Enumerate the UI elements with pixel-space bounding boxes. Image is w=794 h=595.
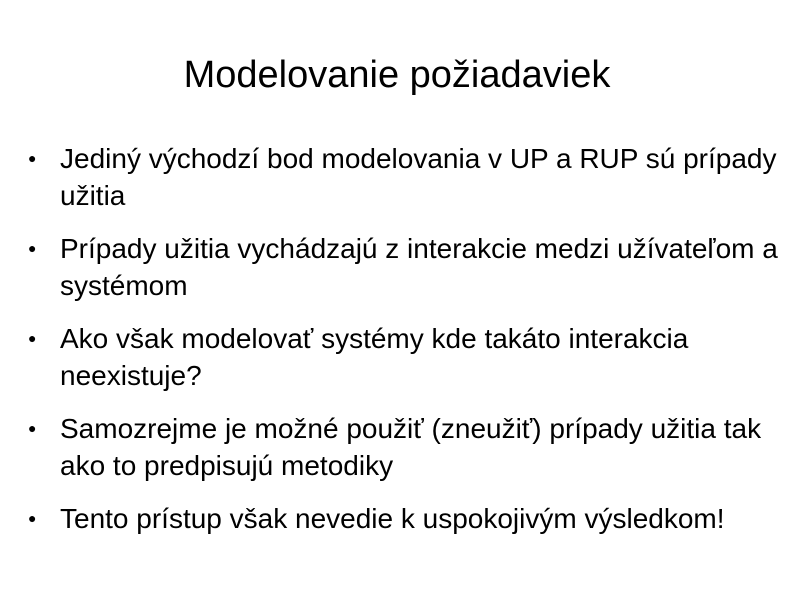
- bullet-icon: ●: [28, 240, 37, 256]
- bullet-icon: ●: [28, 150, 37, 166]
- bullet-item: [28, 500, 788, 537]
- bullet-item: [28, 410, 788, 484]
- bullet-text: Samozrejme je možné použiť (zneužiť) prípady užitia tak ako to predpisujú metodiky: [60, 413, 762, 481]
- bullet-item: [28, 230, 788, 304]
- bullet-icon: ●: [28, 510, 37, 526]
- bullet-list: [28, 140, 788, 553]
- bullet-text: Jediný východzí bod modelovania v UP a RUP sú prípady užitia: [60, 143, 777, 211]
- bullet-item: [28, 320, 788, 394]
- bullet-text: Ako však modelovať systémy kde takáto interakcia neexistuje?: [60, 323, 689, 391]
- bullet-icon: ●: [28, 420, 37, 436]
- slide-title: Modelovanie požiadaviek: [183, 54, 611, 96]
- bullet-text: Tento prístup však nevedie k uspokojivým výsledkom!: [60, 503, 725, 534]
- bullet-icon: ●: [28, 330, 37, 346]
- bullet-text: Prípady užitia vychádzajú z interakcie medzi užívateľom a systémom: [60, 233, 778, 301]
- bullet-item: [28, 140, 788, 214]
